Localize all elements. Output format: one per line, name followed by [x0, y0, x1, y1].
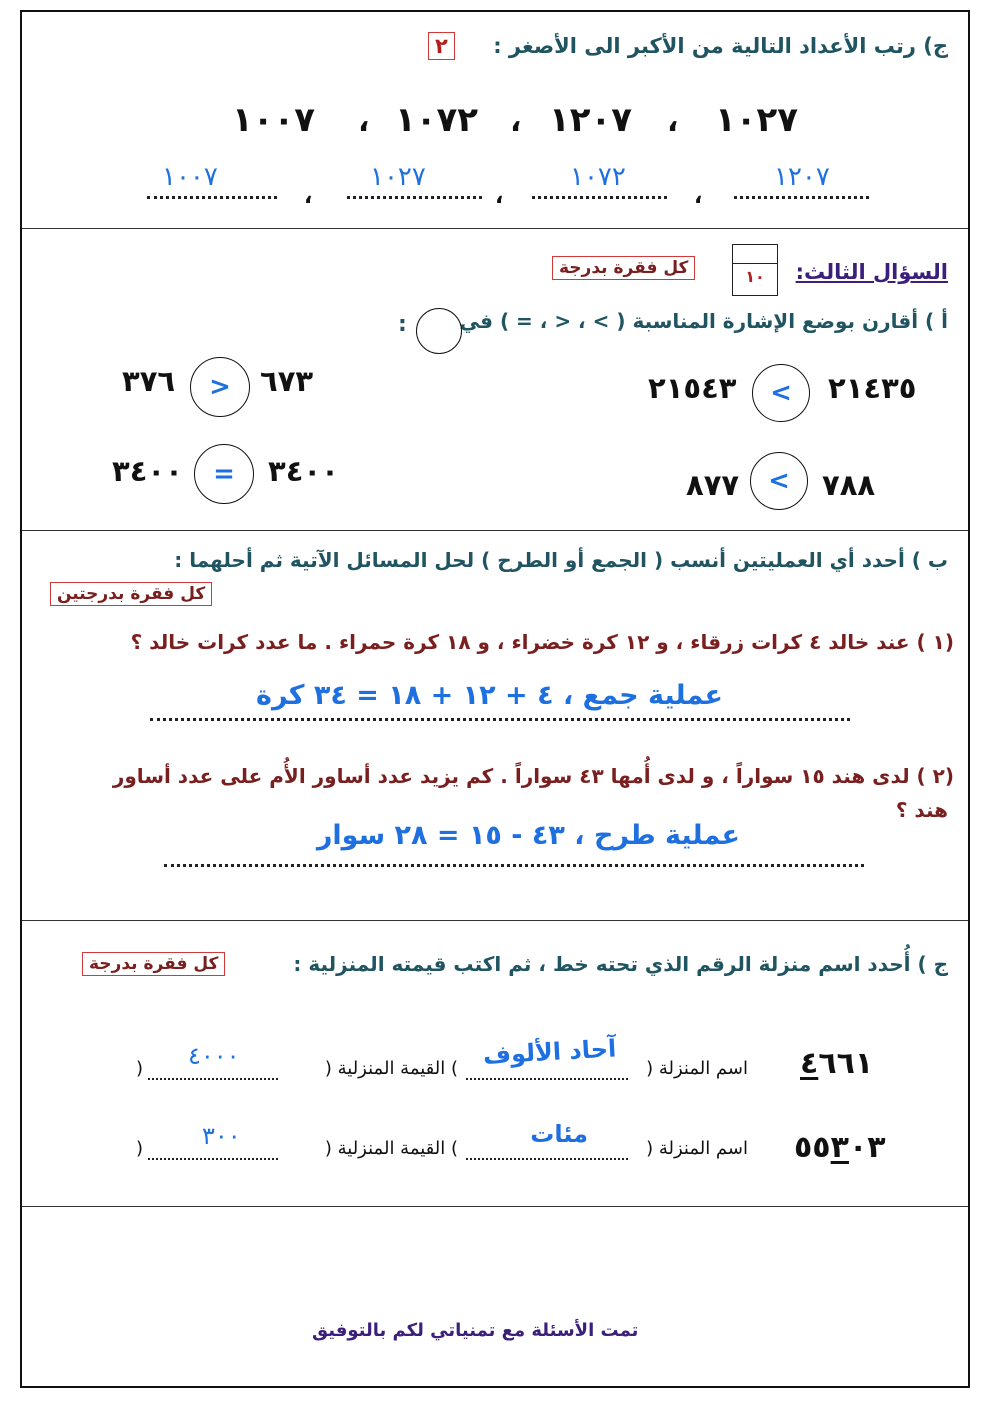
answer-line	[532, 196, 667, 199]
separator: ،	[495, 184, 504, 209]
place-value-number: ٥٥٣٠٣	[794, 1130, 886, 1165]
prompt-colon: :	[398, 312, 407, 337]
answer-line	[147, 196, 277, 199]
divider	[22, 920, 968, 921]
compare-left-number: ٧٨٨	[822, 468, 876, 502]
compare-sign-circle[interactable]: <	[750, 452, 808, 510]
place-value-label: ) القيمة المنزلية (	[324, 1138, 458, 1159]
place-name-answer: آحاد الألوف	[482, 1034, 617, 1070]
score-box: ٢	[428, 32, 455, 60]
place-name-line	[466, 1078, 628, 1080]
place-value-answer: ٤٠٠٠	[188, 1042, 240, 1070]
answer-line	[150, 718, 850, 721]
footer-message: تمت الأسئلة مع تمنياتي لكم بالتوفيق	[312, 1320, 639, 1341]
separator: ،	[694, 184, 703, 209]
place-value-line	[148, 1078, 278, 1080]
place-name-label: اسم المنزلة (	[646, 1058, 748, 1079]
problem-1: (١ ) عند خالد ٤ كرات زرقاء ، و ١٢ كرة خضراء ، و ١٨ كرة حمراء . ما عدد كرات خالد ؟	[130, 630, 954, 654]
number-4: ١٠٠٧	[232, 100, 316, 140]
problem-2-line-1: (٢ ) لدى هند ١٥ سواراً ، و لدى أُمها ٤٣ سواراً . كم يزيد عدد أساور الأُم على عدد أساور	[112, 764, 954, 788]
note-badge: كل فقرة بدرجة	[552, 256, 695, 280]
place-value-prompt: ج ) أُحدد اسم منزلة الرقم الذي تحته خط ، ثم اكتب قيمته المنزلية :	[293, 952, 948, 976]
compare-sign-circle[interactable]: <	[752, 364, 810, 422]
place-value-answer: ٣٠٠	[202, 1122, 241, 1150]
separator: ،	[510, 104, 522, 139]
prompt-circle	[416, 308, 462, 354]
answer-line	[734, 196, 869, 199]
place-value-number: ٤٦٦١	[800, 1046, 874, 1081]
compare-right-number: ٢١٥٤٣	[648, 371, 737, 405]
answer-2: ١٠٧٢	[570, 162, 626, 192]
number-1: ١٠٢٧	[715, 100, 799, 140]
close-paren: )	[136, 1058, 144, 1079]
place-name-answer: مئات	[530, 1120, 588, 1148]
note-badge: كل فقرة بدرجتين	[50, 582, 212, 606]
answer-4: ١٠٠٧	[162, 162, 218, 192]
problem-2-line-2: هند ؟	[895, 798, 948, 822]
answer-2-text: عملية طرح ، ٤٣ - ١٥ = ٢٨ سوار	[316, 820, 740, 851]
place-value-line	[148, 1158, 278, 1160]
operations-prompt: ب ) أحدد أي العمليتين أنسب ( الجمع أو الطرح ) لحل المسائل الآتية ثم أحلهما :	[174, 548, 948, 572]
compare-right-number: ٨٧٧	[686, 468, 740, 502]
close-paren: )	[136, 1138, 144, 1159]
compare-right-number: ٣٧٦	[122, 364, 176, 398]
answer-line	[164, 864, 864, 867]
compare-sign-circle[interactable]: =	[194, 444, 254, 504]
underlined-digit: ٣	[830, 1130, 849, 1165]
separator: ،	[358, 104, 370, 139]
compare-right-number: ٣٤٠٠	[112, 454, 183, 488]
answer-1: ١٢٠٧	[774, 162, 830, 192]
number-2: ١٢٠٧	[549, 100, 633, 140]
separator: ،	[304, 184, 313, 209]
section-title: السؤال الثالث:	[795, 260, 948, 284]
answer-line	[347, 196, 482, 199]
place-value-label: ) القيمة المنزلية (	[324, 1058, 458, 1079]
divider	[22, 228, 968, 229]
underlined-digit: ٤	[800, 1046, 819, 1081]
compare-left-number: ٣٤٠٠	[268, 454, 339, 488]
divider	[22, 530, 968, 531]
marks-box	[732, 244, 778, 296]
compare-left-number: ٢١٤٣٥	[828, 371, 917, 405]
note-badge: كل فقرة بدرجة	[82, 952, 225, 976]
ordering-question: ج) رتب الأعداد التالية من الأكبر الى الأصغر :	[493, 34, 948, 58]
compare-sign-circle[interactable]: >	[190, 357, 250, 417]
divider	[22, 1206, 968, 1207]
number-3: ١٠٧٢	[395, 100, 479, 140]
answer-1-text: عملية جمع ، ٤ + ١٢ + ١٨ = ٣٤ كرة	[256, 680, 723, 711]
separator: ،	[667, 104, 679, 139]
place-name-line	[466, 1158, 628, 1160]
place-name-label: اسم المنزلة (	[646, 1138, 748, 1159]
compare-left-number: ٦٧٣	[260, 364, 314, 398]
answer-3: ١٠٢٧	[370, 162, 426, 192]
worksheet-page	[20, 10, 970, 1388]
compare-prompt: أ ) أقارن بوضع الإشارة المناسبة ( > ، < ، = ) في	[459, 309, 948, 333]
marks-value: ١٠	[745, 267, 765, 286]
